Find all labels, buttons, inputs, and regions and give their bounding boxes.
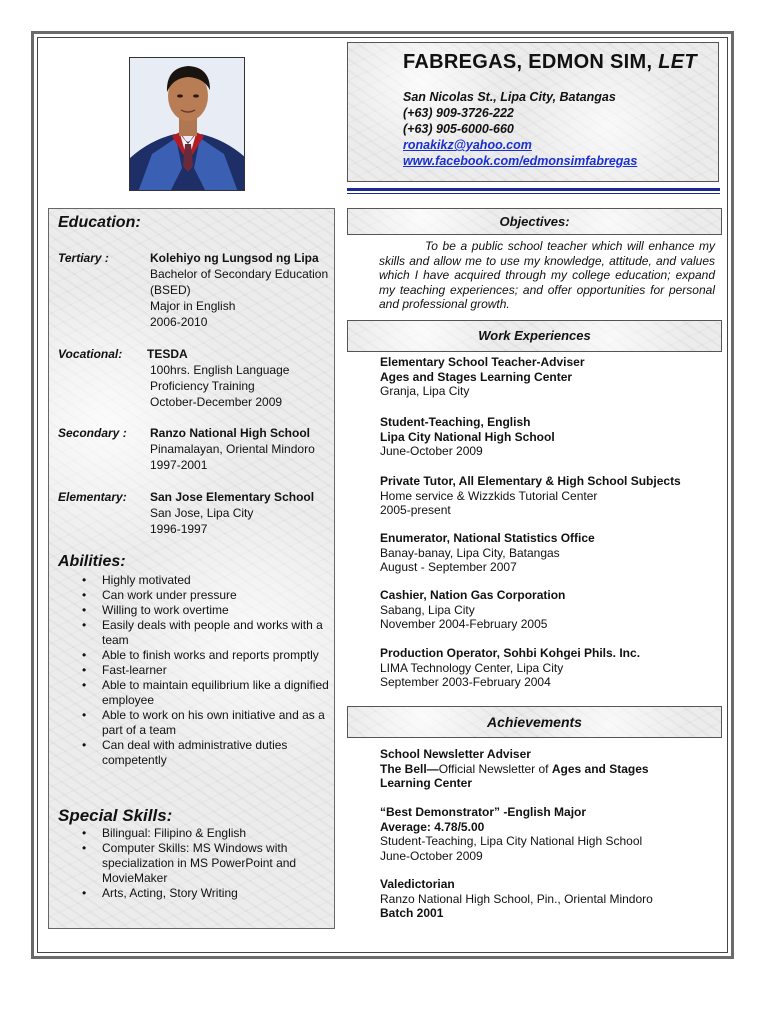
tertiary-label: Tertiary :: [58, 251, 109, 265]
work-org: Home service & Wizzkids Tutorial Center: [380, 488, 598, 503]
work-org: Banay-banay, Lipa City, Batangas: [380, 545, 560, 560]
ability-item: • Willing to work overtime: [57, 603, 332, 618]
header-box: [347, 42, 719, 182]
license-suffix: LET: [658, 51, 697, 73]
work-title: Enumerator, National Statistics Office: [380, 531, 595, 545]
tertiary-line: Bachelor of Secondary Education: [150, 267, 329, 281]
work-place: November 2004-February 2005: [380, 617, 548, 631]
achievement-title: Valedictorian: [380, 877, 455, 891]
work-experiences-bar: [347, 320, 722, 352]
vocational-line: October-December 2009: [150, 395, 283, 409]
objective-paragraph: To be a public school teacher which will enhance my skills and allow me to use my knowledge, attitude, and values which I have acquired through my college education; expand my teaching experiences; and offer opportunities for personal and professional growth.: [379, 239, 715, 311]
work-org: Sabang, Lipa City: [380, 602, 475, 617]
skills-list: [57, 826, 327, 901]
ability-item: • Can work under pressure: [57, 588, 332, 603]
achievement-place: Student-Teaching, Lipa City National High School: [380, 834, 643, 848]
work-title: Cashier, Nation Gas Corporation: [380, 588, 566, 602]
work-entry: [380, 646, 720, 690]
secondary-details: [150, 425, 315, 473]
ability-item: • Able to maintain equilibrium like a dignified employee: [57, 678, 332, 708]
work-entry: [380, 355, 720, 399]
achievement-entry: [380, 747, 720, 791]
phone-2: (+63) 905-6000-660: [403, 122, 514, 136]
applicant-name: [403, 51, 697, 74]
secondary-label: Secondary :: [58, 426, 127, 440]
work-heading: Work Experiences: [478, 328, 591, 343]
achievement-entry: [380, 877, 720, 921]
achievement-detail: [380, 762, 720, 777]
achievement-title: “Best Demonstrator” -English Major: [380, 805, 587, 819]
tertiary-line: (BSED): [150, 283, 191, 297]
elementary-line: 1996-1997: [150, 522, 208, 536]
achievements-heading: Achievements: [487, 714, 582, 730]
work-entry: [380, 474, 720, 518]
header-divider-thin: [347, 193, 720, 194]
ability-item: • Able to work on his own initiative and as a part of a team: [57, 708, 332, 738]
work-place: September 2003-February 2004: [380, 675, 551, 689]
achievement-date: June-October 2009: [380, 848, 483, 863]
work-entry: [380, 588, 720, 632]
elementary-label: Elementary:: [58, 490, 127, 504]
newsletter-desc: Official Newsletter of: [438, 761, 552, 776]
org-name-cont: Learning Center: [380, 776, 473, 790]
secondary-line: Pinamalayan, Oriental Mindoro: [150, 442, 315, 456]
vocational-details: [147, 346, 289, 410]
work-title: Production Operator, Sohbi Kohgei Phils. Inc.: [380, 646, 641, 660]
ability-item: • Can deal with administrative duties competently: [57, 738, 332, 768]
achievement-entry: [380, 805, 720, 863]
elementary-line: San Jose, Lipa City: [150, 506, 254, 520]
ability-item: • Easily deals with people and works with a team: [57, 618, 332, 648]
tertiary-details: [150, 250, 328, 330]
elementary-details: [150, 489, 314, 537]
objectives-bar: [347, 208, 722, 235]
work-place: 2005-present: [380, 503, 451, 517]
achievement-title: School Newsletter Adviser: [380, 747, 531, 761]
achievements-bar: [347, 706, 722, 738]
skill-item: • Bilingual: Filipino & English: [57, 826, 327, 841]
work-entry: [380, 415, 720, 459]
work-org: LIMA Technology Center, Lipa City: [380, 660, 564, 675]
tertiary-school: Kolehiyo ng Lungsod ng Lipa: [150, 251, 319, 265]
tertiary-line: Major in English: [150, 299, 236, 313]
facebook-link[interactable]: www.facebook.com/edmonsimfabregas: [403, 154, 638, 168]
elementary-school: San Jose Elementary School: [150, 490, 315, 504]
abilities-list: [57, 573, 332, 768]
work-entry: [380, 531, 720, 575]
ability-item: • Fast-learner: [57, 663, 332, 678]
ability-item: • Able to finish works and reports promptly: [57, 648, 332, 663]
tertiary-line: 2006-2010: [150, 315, 208, 329]
address: San Nicolas St., Lipa City, Batangas: [403, 90, 616, 104]
secondary-line: 1997-2001: [150, 458, 208, 472]
objective-text: [379, 239, 715, 312]
objectives-heading: Objectives:: [499, 214, 570, 229]
profile-photo-image: [130, 58, 245, 191]
name-text: FABREGAS, EDMON SIM,: [403, 51, 659, 73]
email-link[interactable]: ronakikz@yahoo.com: [403, 138, 532, 152]
work-title: Elementary School Teacher-Adviser: [380, 355, 585, 369]
header-divider: [347, 188, 720, 191]
phone-1: (+63) 909-3726-222: [403, 106, 514, 120]
achievement-place: Ranzo National High School, Pin., Oriental Mindoro: [380, 891, 653, 906]
work-org: Ages and Stages Learning Center: [380, 369, 573, 384]
skill-item: • Computer Skills: MS Windows with specialization in MS PowerPoint and MovieMaker: [57, 841, 327, 886]
work-title: Student-Teaching, English: [380, 415, 531, 429]
secondary-school: Ranzo National High School: [150, 426, 311, 440]
achievement-batch: Batch 2001: [380, 906, 444, 920]
vocational-line: 100hrs. English Language: [150, 363, 290, 377]
education-heading: Education:: [58, 214, 141, 231]
contact-block: [403, 89, 637, 169]
skill-item: • Arts, Acting, Story Writing: [57, 886, 327, 901]
work-org: Lipa City National High School: [380, 429, 555, 444]
org-name: Ages and Stages: [551, 761, 649, 776]
work-place: Granja, Lipa City: [380, 384, 470, 398]
profile-photo: [129, 57, 245, 191]
newsletter-name: The Bell: [380, 761, 427, 776]
special-skills-heading: Special Skills:: [58, 806, 173, 825]
vocational-line: Proficiency Training: [150, 379, 255, 393]
ability-item: • Highly motivated: [57, 573, 332, 588]
dash: —: [426, 761, 439, 776]
left-column: [48, 208, 335, 929]
vocational-school: TESDA: [147, 347, 188, 361]
work-place: August - September 2007: [380, 560, 517, 574]
vocational-label: Vocational:: [58, 347, 123, 361]
work-title: Private Tutor, All Elementary & High School Subjects: [380, 474, 681, 488]
achievement-average: Average: 4.78/5.00: [380, 819, 485, 834]
abilities-heading: Abilities:: [58, 553, 126, 570]
work-place: June-October 2009: [380, 444, 483, 458]
